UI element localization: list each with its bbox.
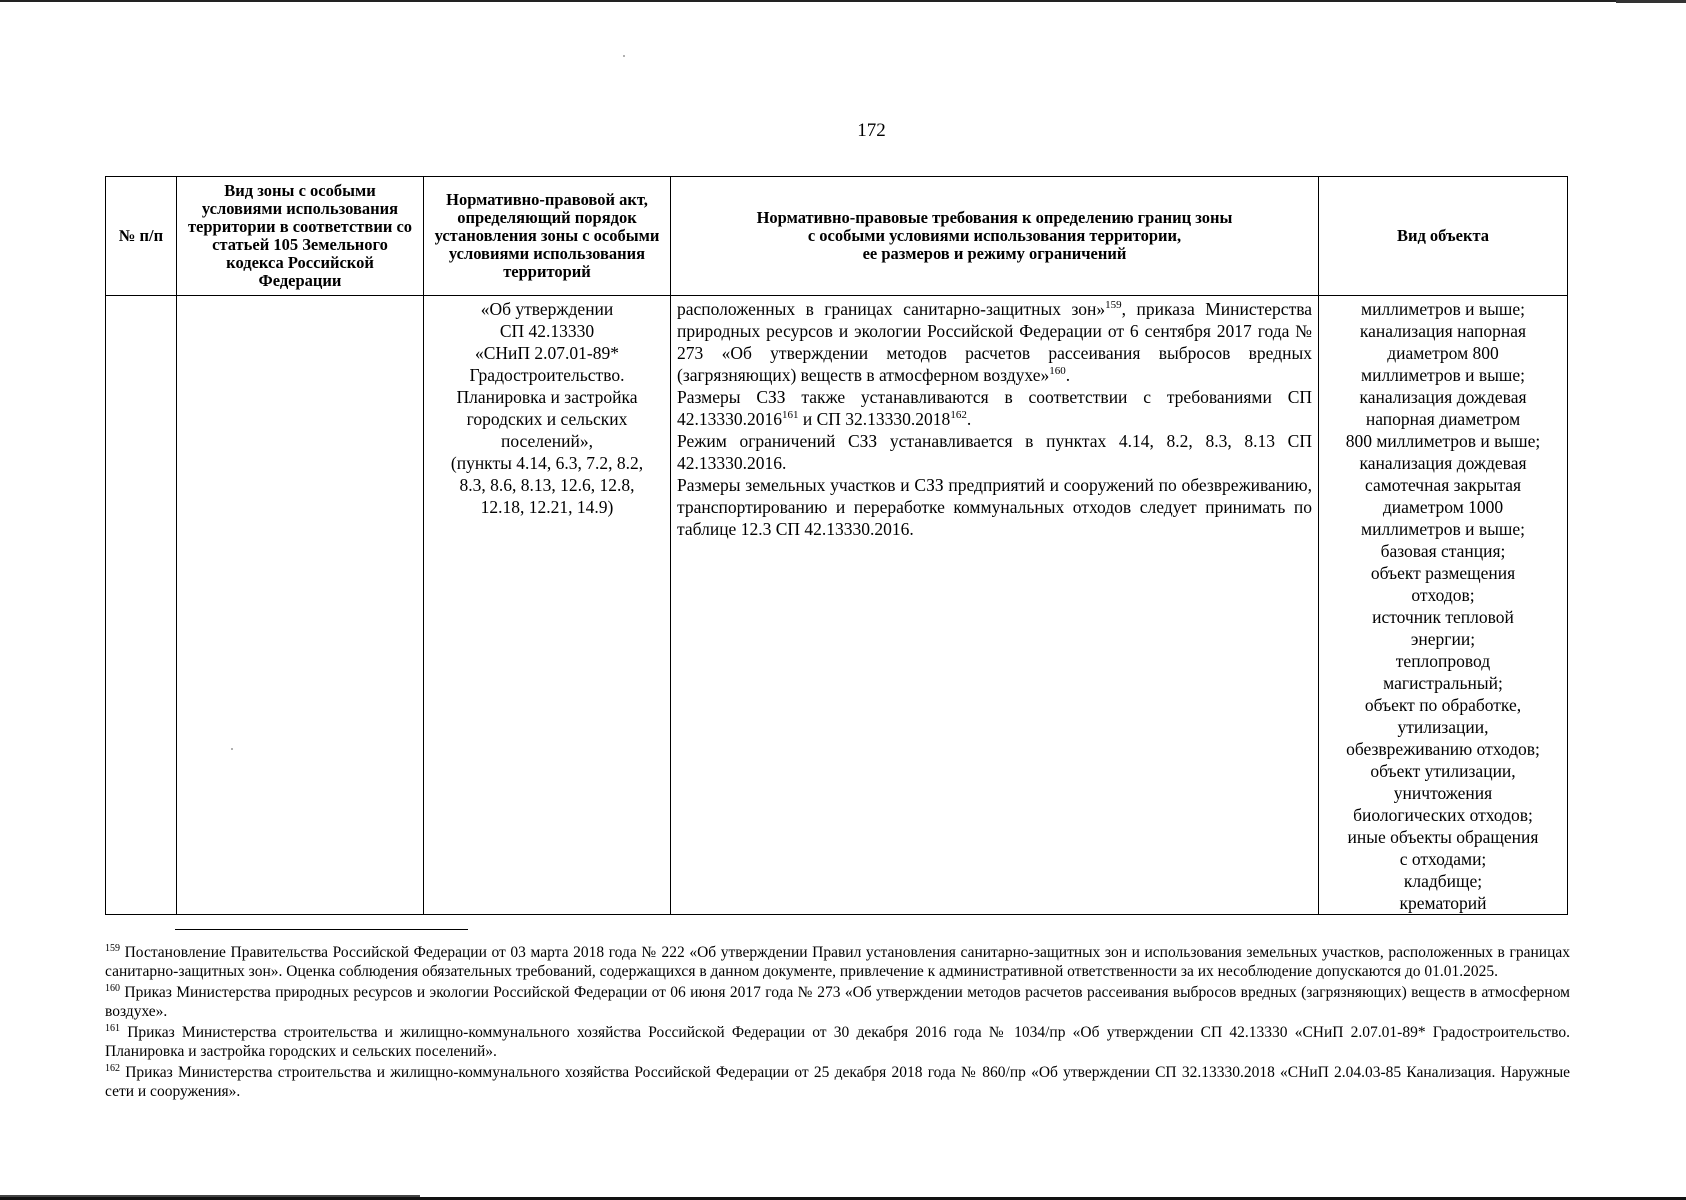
footnote-ref: 161 xyxy=(782,409,799,422)
footnote-ref: 162 xyxy=(950,409,967,422)
object-line: объект утилизации, xyxy=(1370,761,1516,781)
object-line: канализация дождевая xyxy=(1359,453,1527,473)
object-line: магистральный; xyxy=(1383,673,1503,693)
scan-edge-bottom-left xyxy=(0,1195,420,1197)
object-line: базовая станция; xyxy=(1380,541,1506,561)
object-line: крематорий xyxy=(1399,893,1487,913)
object-line: миллиметров и выше; xyxy=(1361,365,1525,385)
object-line: канализация напорная xyxy=(1359,321,1527,341)
footnote-text: Приказ Министерства природных ресурсов и экологии Российской Федерации от 06 июня 2017 года № 273 «Об утверждении методов расчетов рассеивания выбросов вредных (загрязняющих) веществ в атмосферном воздухе». xyxy=(105,984,1570,1020)
cell-object-types xyxy=(1319,296,1568,915)
act-line: Градостроительство. xyxy=(469,365,625,385)
object-line: напорная диаметром xyxy=(1365,409,1521,429)
header-object-type: Вид объекта xyxy=(1319,177,1568,296)
footnote-ref: 160 xyxy=(1049,365,1066,378)
object-line: диаметром 800 xyxy=(1387,343,1499,363)
header-requirements-line3: ее размеров и режиму ограничений xyxy=(862,244,1127,263)
footnote-number: 161 xyxy=(105,1022,120,1034)
object-line: самотечная закрытая xyxy=(1364,475,1522,495)
requirements-text: Размеры СЗЗ также устанавливаются в соответствии с требованиями СП 42.13330.2016 xyxy=(677,387,1312,429)
object-line: уничтожения xyxy=(1393,783,1493,803)
header-number: № п/п xyxy=(106,177,177,296)
footnote-text: Приказ Министерства строительства и жилищно-коммунального хозяйства Российской Федерации от 30 декабря 2016 года № 1034/пр «Об утверждении СП 42.13330 «СНиП 2.07.01-89* Градостроительство. Планировка и застройка городских и сельских поселений». xyxy=(105,1024,1570,1060)
footnote-number: 162 xyxy=(105,1062,120,1074)
cell-legal-act xyxy=(424,296,671,915)
object-line: объект размещения xyxy=(1370,563,1516,583)
footnote-ref: 159 xyxy=(1105,299,1122,312)
requirements-paragraph: Размеры земельных участков и СЗЗ предприятий и сооружений по обезвреживанию, транспортированию и переработке коммунальных отходов следует принимать по таблице 12.3 СП 42.13330.2016. xyxy=(677,475,1312,539)
footnote-159 xyxy=(105,943,1570,981)
cell-zone-type xyxy=(177,296,424,915)
requirements-text: и СП 32.13330.2018 xyxy=(798,409,951,429)
header-requirements-line1: Нормативно-правовые требования к определению границ зоны xyxy=(756,208,1233,227)
object-line: с отходами; xyxy=(1399,849,1487,869)
footnote-text: Приказ Министерства строительства и жилищно-коммунального хозяйства Российской Федерации от 25 декабря 2018 года № 860/пр «Об утверждении СП 32.13330.2018 «СНиП 2.04.03-85 Канализация. Наружные сети и сооружения». xyxy=(105,1064,1570,1100)
requirements-text: , приказа Министерства природных ресурсов и экологии Российской Федерации от 6 сентября 2017 года № 273 «Об утверждении методов расчетов рассеивания выбросов вредных (загрязняющих) веществ в атмосферном воздухе» xyxy=(677,299,1313,385)
footnote-number: 159 xyxy=(105,942,120,954)
footnote-number: 160 xyxy=(105,982,120,994)
header-requirements xyxy=(671,177,1319,296)
act-line: поселений», xyxy=(500,431,594,451)
requirements-paragraph xyxy=(677,386,1312,430)
header-zone-type: Вид зоны с особыми условиями использования территории в соответствии со статьей 105 Земельного кодекса Российской Федерации xyxy=(177,177,424,296)
requirements-paragraph xyxy=(677,298,1312,386)
requirements-text: . xyxy=(1065,365,1071,385)
table-header-row xyxy=(106,177,1568,296)
object-line: миллиметров и выше; xyxy=(1361,299,1525,319)
page-number: 172 xyxy=(857,120,886,141)
regulation-table xyxy=(105,176,1568,915)
requirements-text: расположенных в границах санитарно-защитных зон» xyxy=(677,299,1106,319)
act-line: «СНиП 2.07.01-89* xyxy=(474,343,620,363)
footnote-text: Постановление Правительства Российской Федерации от 03 марта 2018 года № 222 «Об утверждении Правил установления санитарно-защитных зон и использования земельных участков, расположенных в границах санитарно-защитных зон». Оценка соблюдения обязательных требований, содержащихся в данном документе, привлечение к административной ответственности за их несоблюдение допускаются до 01.01.2025. xyxy=(105,944,1570,980)
act-line: 8.3, 8.6, 8.13, 12.6, 12.8, xyxy=(459,475,635,495)
object-line: отходов; xyxy=(1411,585,1475,605)
object-line: 800 миллиметров и выше; xyxy=(1345,431,1541,451)
scan-speck xyxy=(623,55,625,57)
header-requirements-line2: с особыми условиями использования территории, xyxy=(807,226,1182,245)
act-line: городских и сельских xyxy=(466,409,628,429)
object-line: источник тепловой xyxy=(1372,607,1514,627)
object-line: энергии; xyxy=(1410,629,1476,649)
object-line: канализация дождевая xyxy=(1359,387,1527,407)
act-line: СП 42.13330 xyxy=(499,321,595,341)
footnote-160 xyxy=(105,983,1570,1021)
act-line: 12.18, 12.21, 14.9) xyxy=(480,497,614,517)
object-line: миллиметров и выше; xyxy=(1361,519,1525,539)
header-legal-act: Нормативно-правовой акт, определяющий порядок установления зоны с особыми условиями использования территорий xyxy=(424,177,671,296)
footnote-161 xyxy=(105,1023,1570,1061)
requirements-text: . xyxy=(966,409,972,429)
scan-edge-top-right xyxy=(1616,0,1686,3)
requirements-paragraph: Режим ограничений СЗЗ устанавливается в пунктах 4.14, 8.2, 8.3, 8.13 СП 42.13330.2016. xyxy=(677,431,1312,473)
footnotes xyxy=(105,943,1570,1103)
cell-requirements xyxy=(671,296,1319,915)
footnote-separator xyxy=(175,929,468,930)
act-line: «Об утверждении xyxy=(480,299,614,319)
object-line: кладбище; xyxy=(1403,871,1483,891)
scan-edge-top xyxy=(0,0,1686,2)
object-line: объект по обработке, xyxy=(1364,695,1522,715)
object-line: биологических отходов; xyxy=(1353,805,1533,825)
object-line: теплопровод xyxy=(1395,651,1491,671)
footnote-162 xyxy=(105,1063,1570,1101)
cell-number xyxy=(106,296,177,915)
object-line: утилизации, xyxy=(1397,717,1489,737)
table-row xyxy=(106,296,1568,915)
object-line: обезвреживанию отходов; xyxy=(1346,739,1540,759)
object-line: иные объекты обращения xyxy=(1347,827,1539,847)
act-line: Планировка и застройка xyxy=(456,387,638,407)
act-line: (пункты 4.14, 6.3, 7.2, 8.2, xyxy=(450,453,644,473)
object-line: диаметром 1000 xyxy=(1382,497,1504,517)
